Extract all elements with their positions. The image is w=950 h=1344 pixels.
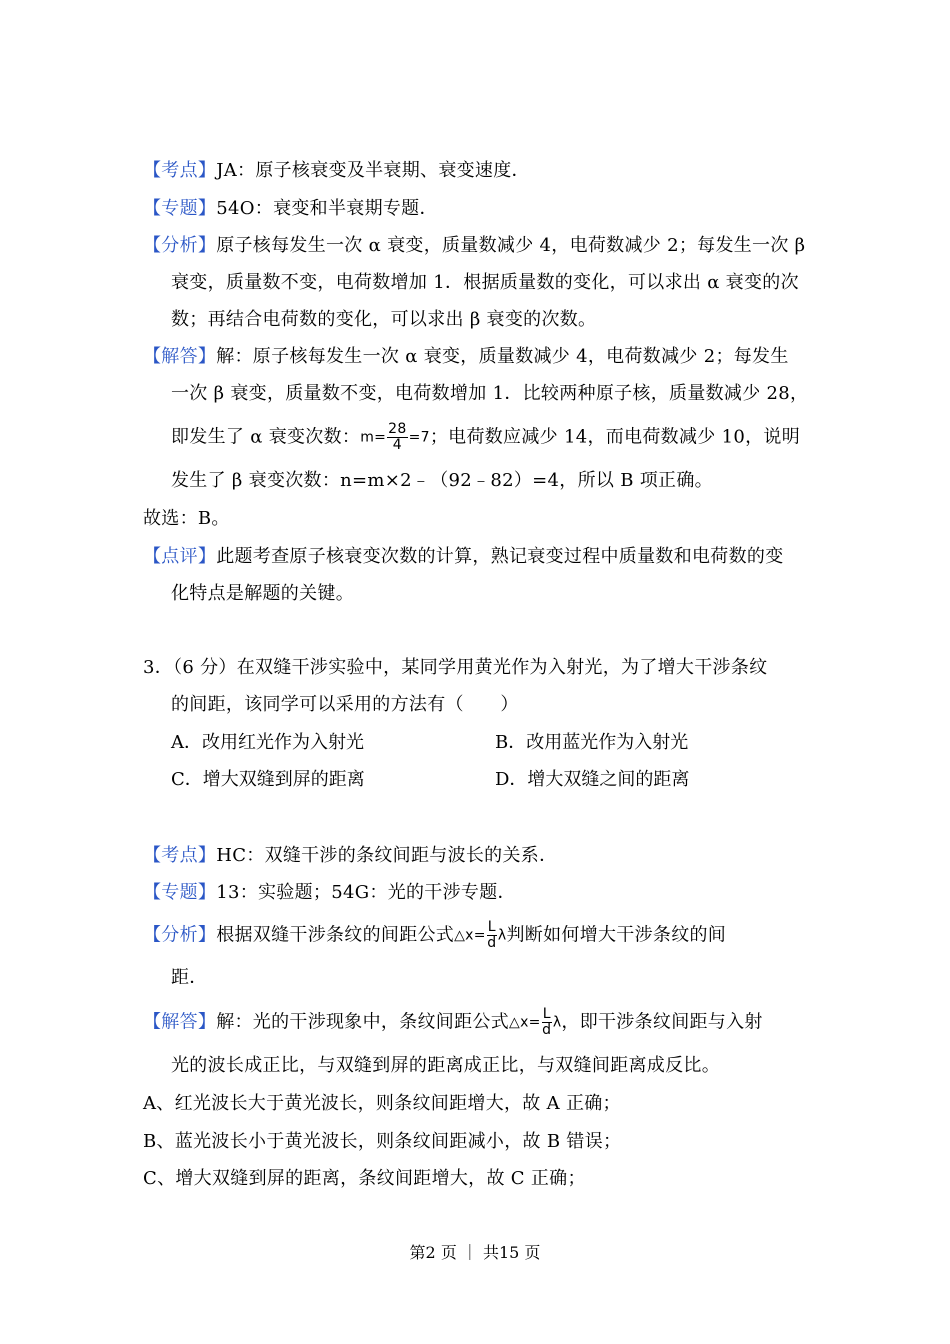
fenxi-post: 判断如何增大干涉条纹的间 [506, 924, 727, 946]
zhuanti-text: 54O：衰变和半衰期专题． [216, 198, 438, 219]
jieda-item-b: B、蓝光波长小于黄光波长，则条纹间距减小，故 B 错误； [143, 1131, 622, 1152]
jieda-tag: 【解答】 [143, 346, 217, 367]
jieda-line-pre: 即发生了 α 衰变次数： [171, 426, 361, 448]
jieda-post: ，即干涉条纹间距与入射 [561, 1011, 763, 1033]
fenxi-tag: 【分析】 [143, 235, 217, 256]
fraction-denominator: d [542, 1022, 552, 1038]
fraction-l-over-d [487, 920, 497, 951]
formula-delta-x: △x= [509, 1014, 541, 1031]
q2-kaodian [143, 159, 530, 183]
option-b: B．改用蓝光作为入射光 [495, 732, 689, 753]
q3-stem: 3．（6 分）在双缝干涉实验中，某同学用黄光作为入射光，为了增大干涉条纹 [143, 657, 768, 678]
option-a: A．改用红光作为入射光 [171, 732, 364, 753]
formula-m: m= [360, 429, 387, 446]
dianping-line: 化特点是解题的关键。 [171, 583, 354, 604]
jieda-formula-line [171, 422, 800, 453]
jieda-item-a: A、红光波长大于黄光波长，则条纹间距增大，故 A 正确； [143, 1093, 621, 1114]
dianping-line: 此题考查原子核衰变次数的计算，熟记衰变过程中质量数和电荷数的变 [216, 546, 784, 567]
q3-jieda [143, 1007, 763, 1038]
kaodian-tag: 【考点】 [143, 160, 217, 181]
option-c: C．增大双缝到屏的距离 [171, 769, 365, 790]
q3-kaodian [143, 844, 557, 868]
jieda-item-c: C、增大双缝到屏的距离，条纹间距增大，故 C 正确； [143, 1168, 586, 1189]
fenxi-pre: 根据双缝干涉条纹的间距公式 [216, 924, 455, 946]
formula-result: =7 [408, 429, 430, 446]
fraction-28-over-4 [387, 422, 407, 453]
q3-fenxi [143, 920, 726, 951]
formula-lambda: λ [497, 927, 507, 944]
q2-zhuanti [143, 197, 438, 221]
zhuanti-tag: 【专题】 [143, 198, 217, 219]
page-footer: 第2 页 ｜ 共15 页 [409, 1243, 541, 1262]
kaodian-text: HC：双缝干涉的条纹间距与波长的关系． [216, 845, 558, 866]
fenxi-line: 衰变，质量数不变，电荷数增加 1．根据质量数的变化，可以求出 α 衰变的次 [171, 272, 799, 293]
jieda-tag: 【解答】 [143, 1011, 217, 1033]
kaodian-text: JA：原子核衰变及半衰期、衰变速度． [216, 160, 530, 181]
jieda-line-post: ；电荷数应减少 14，而电荷数减少 10，说明 [429, 426, 800, 448]
q2-jieda [143, 345, 789, 369]
fraction-l-over-d [542, 1007, 552, 1038]
answer-line: 故选：B。 [143, 508, 230, 529]
zhuanti-tag: 【专题】 [143, 882, 217, 903]
fenxi-line: 原子核每发生一次 α 衰变，质量数减少 4，电荷数减少 2；每发生一次 β [216, 235, 806, 256]
fraction-numerator: 28 [388, 421, 407, 437]
fraction-denominator: 4 [392, 437, 402, 453]
jieda-pre: 解：光的干涉现象中，条纹间距公式 [216, 1011, 510, 1033]
zhuanti-text: 13：实验题；54G：光的干涉专题． [216, 882, 516, 903]
jieda-line: 解：原子核每发生一次 α 衰变，质量数减少 4，电荷数减少 2；每发生 [216, 346, 789, 367]
q2-fenxi [143, 234, 805, 258]
fraction-numerator: L [487, 919, 496, 935]
fraction-numerator: L [542, 1006, 551, 1022]
fenxi-line: 距． [171, 967, 208, 988]
formula-lambda: λ [552, 1014, 562, 1031]
formula-delta-x: △x= [454, 927, 486, 944]
fraction-denominator: d [487, 935, 497, 951]
jieda-line: 一次 β 衰变，质量数不变，电荷数增加 1．比较两种原子核，质量数减少 28， [171, 383, 809, 404]
fenxi-line: 数；再结合电荷数的变化，可以求出 β 衰变的次数。 [171, 309, 597, 330]
jieda-line: 发生了 β 衰变次数：n=m×2﹣（92﹣82）=4，所以 B 项正确。 [171, 470, 713, 491]
q2-dianping [143, 545, 784, 569]
kaodian-tag: 【考点】 [143, 845, 217, 866]
q3-zhuanti [143, 881, 516, 905]
q3-stem-cont: 的间距，该同学可以采用的方法有（ ） [171, 694, 519, 715]
option-d: D．增大双缝之间的距离 [495, 769, 690, 790]
dianping-tag: 【点评】 [143, 546, 217, 567]
fenxi-tag: 【分析】 [143, 924, 217, 946]
jieda-line: 光的波长成正比，与双缝到屏的距离成正比，与双缝间距离成反比。 [171, 1055, 720, 1076]
